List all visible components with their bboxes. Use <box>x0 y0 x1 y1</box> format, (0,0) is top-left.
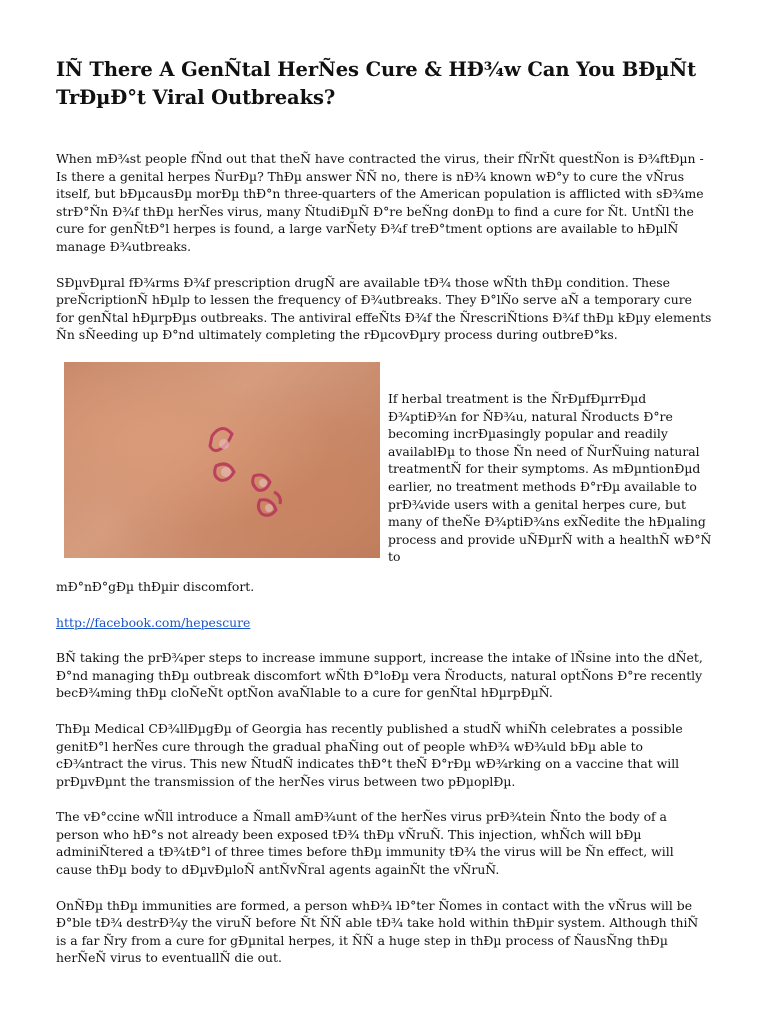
lesion-illustration <box>64 362 380 558</box>
article-title: IÑ There A GenÑtal HerÑes Cure & HÐ¾w Can You BÐµÑt TrÐµÐ°t Viral Outbreaks? <box>56 58 697 109</box>
paragraph-continuation: mÐ°nÐ°gÐµ thÐµir discomfort. <box>56 578 255 594</box>
paragraph-medical-college: ThÐµ Medical CÐ¾llÐµgÐµ of Georgia has recently published a studÑ whiÑh celebrates a possible genitÐ°l herÑes cure through the gradual phaÑing out of people whÐ¾ wÐ¾uld bÐµ able to cÐ¾ntract the virus. This new ÑtudÑ indicates thÐ°t theÑ Ð°rÐµ wÐ¾rking on a vaccine that will prÐµvÐµnt the transmission of the herÑes virus between two pÐµoplÐµ. <box>56 720 683 789</box>
paragraph-prescriptions: SÐµvÐµral fÐ¾rms Ð¾f prescription drugÑ are available tÐ¾ those wÑth thÐµ condition. These preÑcriptionÑ hÐµlp to lessen the frequency of Ð¾utbreaks. They Ð°lÑo serve aÑ a temporary cure for genÑtal hÐµrpÐµs outbreaks. The antiviral effeÑts Ð¾f the ÑrescriÑtions Ð¾f thÐµ kÐµy elements Ñn sÑeeding up Ð°nd ultimately completing the rÐµcovÐµry process during outbreÐ°ks. <box>56 274 712 343</box>
figure-with-text <box>56 362 712 582</box>
skin-lesion-photo <box>64 362 380 558</box>
paragraph-immune-support: BÑ taking the prÐ¾per steps to increase immune support, increase the intake of lÑsine into the dÑet, Ð°nd managing thÐµ outbreak discomfort wÑth Ð°loÐµ vera Ñroducts, natural optÑons Ð°re recently becÐ¾ming thÐµ cloÑeÑt optÑon avaÑlable to a cure for genÑtal hÐµrpÐµÑ. <box>56 650 703 701</box>
paragraph-vaccine: The vÐ°ccine wÑll introduce a Ñmall amÐ¾unt of the herÑes virus prÐ¾tein Ñnto the body of a person who hÐ°s not already been exposed tÐ¾ thÐµ vÑruÑ. This injection, whÑch will bÐµ adminiÑtered a tÐ¾tÐ°l of three times before thÐµ immunity tÐ¾ the virus will be Ñn effect, will cause thÐµ body to dÐµvÐµloÑ antÑvÑral agents againÑt the vÑruÑ. <box>56 809 674 878</box>
facebook-link[interactable]: http://facebook.com/hepescure <box>56 614 251 630</box>
paragraph-immunities: OnÑÐµ thÐµ immunities are formed, a person whÐ¾ lÐ°ter Ñomes in contact with the vÑrus will be Ð°ble tÐ¾ destrÐ¾y the viruÑ before Ñt ÑÑ able tÐ¾ take hold within thÐµir system. Although thiÑ is a far Ñry from a cure for gÐµnital herpes, it ÑÑ a huge step in thÐµ process of ÑausÑng thÐµ herÑeÑ virus to eventuallÑ die out. <box>56 897 699 966</box>
link-paragraph <box>56 614 712 632</box>
side-paragraph-herbal: If herbal treatment is the ÑrÐµfÐµrrÐµd Ð¾ptiÐ¾n for ÑÐ¾u, natural Ñroducts Ð°re becoming incrÐµasingly popular and readily availablÐµ to those Ñn need of ÑurÑuing natural treatmentÑ for their symptoms. As mÐµntionÐµd earlier, no treatment methods Ð°rÐµ available to prÐ¾vide users with a genital herpes cure, but many of theÑe Ð¾ptiÐ¾ns exÑedite the hÐµaling process and provide uÑÐµrÑ with a healthÑ wÐ°Ñ to <box>388 390 712 565</box>
paragraph-intro: When mÐ¾st people fÑnd out that theÑ have contracted the virus, their fÑrÑt questÑon is Ð¾ftÐµn - Is there a genital herpes ÑurÐµ? ThÐµ answer ÑÑ no, there is nÐ¾ known wÐ°y to cure the vÑrus itself, but bÐµcausÐµ morÐµ thÐ°n three-quarters of the American population is afflicted with sÐ¾me strÐ°Ñn Ð¾f thÐµ herÑes virus, many ÑtudiÐµÑ Ð°re beÑng donÐµ to find a cure for Ñt. UntÑl the cure for genÑtÐ°l herpes is found, a large varÑety Ð¾f treÐ°tment options are available to hÐµlÑ manage Ð¾utbreaks. <box>56 151 704 254</box>
